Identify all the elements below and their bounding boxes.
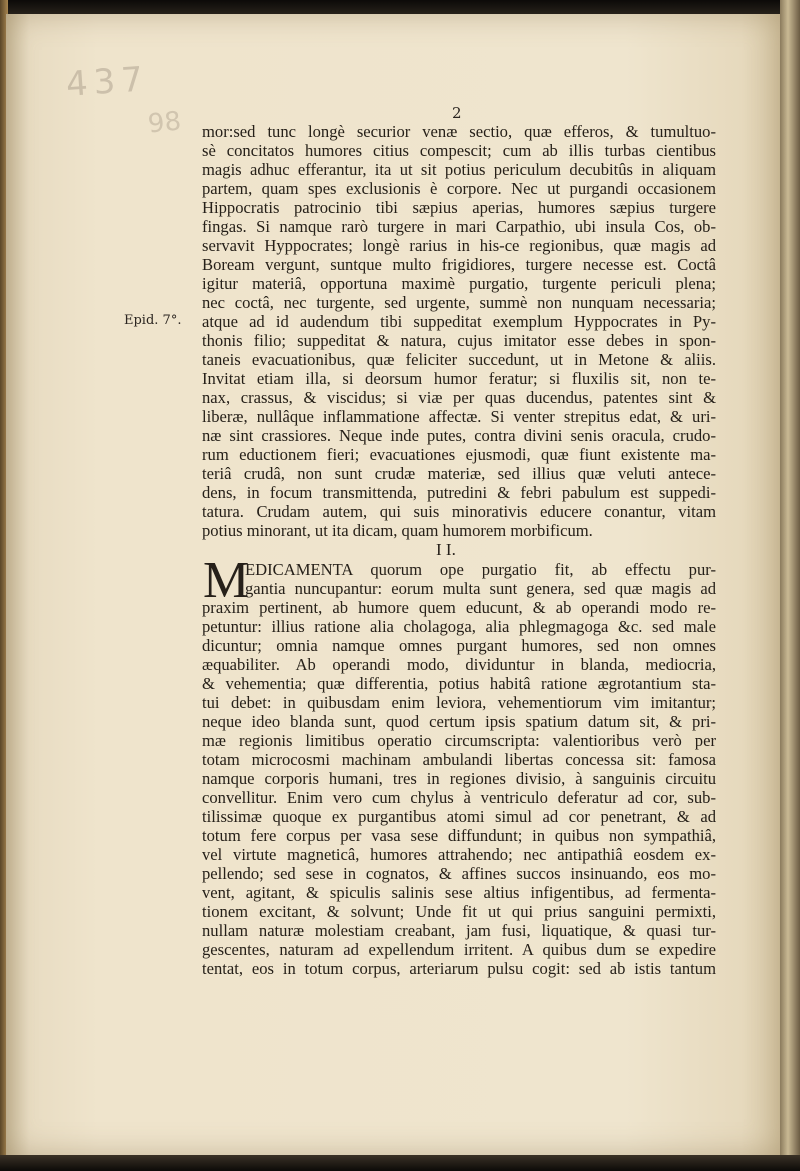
- text-line: sè concitatos humores citius compescit; cum ab illis turbas cientibus: [202, 141, 716, 160]
- text-line: fingas. Si namque rarò turgere in mari Carpathio, ubi insula Cos, ob-: [202, 217, 716, 236]
- text-line: totum fere corpus per vasa sese diffundunt; in quibus non sympathiâ,: [202, 826, 716, 845]
- text-line: tatura. Crudam autem, qui suis minorativis educere conantur, vitam: [202, 502, 716, 521]
- text-line: mor:sed tunc longè securior venæ sectio, quæ efferos, & tumultuo-: [202, 122, 716, 141]
- text-line: namque corporis humani, tres in regiones divisio, à sanguinis circuitu: [202, 769, 716, 788]
- book-edge-right: [780, 0, 800, 1171]
- text-line: vel virtute magneticâ, humores attrahendo; nec antipathiâ eosdem ex-: [202, 845, 716, 864]
- text-line: petuntur: illius ratione alia cholagoga, alia phlegmagoga &c. sed male: [202, 617, 716, 636]
- margin-note: Epid. 7°.: [124, 313, 182, 328]
- text-line: nec coctâ, nec turgente, sed urgente, summè non nunquam necessaria;: [202, 293, 716, 312]
- handwritten-page-number: 437: [64, 59, 151, 105]
- text-line: rum eductionem fieri; evacuationes ejusmodi, quæ fiunt existente ma-: [202, 445, 716, 464]
- text-line: tionem excitant, & solvunt; Unde fit ut qui prius sanguini permixti,: [202, 902, 716, 921]
- text-line: dens, in focum transmittenda, putredini & febri pabulum est suppedi-: [202, 483, 716, 502]
- text-line: Hippocratis patrocinio tibi sæpius aperias, humores sæpius turgere: [202, 198, 716, 217]
- text-line: gescentes, naturam ad expellendum irritent. A quibus dum se expedire: [202, 940, 716, 959]
- text-line: pellendo; sed sese in cognatos, & affines succos insinuando, eos mo-: [202, 864, 716, 883]
- text-line: Invitat etiam illa, si deorsum humor feratur; si fluxilis sit, non te-: [202, 369, 716, 388]
- paragraph-2-head: [245, 560, 716, 598]
- text-line: vent, agitant, & spiculis salinis sese altius infigentibus, ad fermenta-: [202, 883, 716, 902]
- text-line: neque ideo blanda sunt, quod certum ipsis spatium datum sit, & pri-: [202, 712, 716, 731]
- dropcap: M: [203, 552, 250, 609]
- paragraph-2: [202, 598, 716, 978]
- text-line: partem, quam spes exclusionis è corpore. Nec ut purgandi occasionem: [202, 179, 716, 198]
- text-line: atque ad id audendum tibi suppeditat exemplum Hyppocrates in Py-: [202, 312, 716, 331]
- text-line: praxim pertinent, ab humore quem educunt, & ab operandi modo re-: [202, 598, 716, 617]
- handwritten-mark: 98: [146, 106, 183, 140]
- text-line: nax, crassus, & viscidus; si viæ per quas ducendus, patentes sint &: [202, 388, 716, 407]
- text-line: taneis evacuationibus, quæ feliciter succedunt, ut in Metone & aliis.: [202, 350, 716, 369]
- text-line: igitur materiâ, opportuna maximè purgatio, turgente periculi plena;: [202, 274, 716, 293]
- text-line: nullam naturæ molestiam creabant, jam fusi, liquatique, & quasi tur-: [202, 921, 716, 940]
- text-line: & vehementia; quæ differentia, potius habitâ ratione ægrotantium sta-: [202, 674, 716, 693]
- text-line: totam microcosmi machinam ambulandi libertas concessa sit: famosa: [202, 750, 716, 769]
- text-line: thonis filio; suppeditat & natura, cujus imitator esse debes in spon-: [202, 331, 716, 350]
- page-number: 2: [452, 104, 462, 122]
- text-line: Boream vergunt, suntque multo frigidiores, turgere necesse est. Coctâ: [202, 255, 716, 274]
- text-line: gantia nuncupantur: eorum multa sunt genera, sed quæ magis ad: [245, 579, 716, 598]
- text-line: tui debet: in quibusdam enim leviora, vehementiorum vim imitantur;: [202, 693, 716, 712]
- text-line: næ sint crassiores. Neque inde putes, contra divini senis oracula, crudo-: [202, 426, 716, 445]
- text-line: tentat, eos in totum corpus, arteriarum pulsu cogit: sed ab istis tantum: [202, 959, 716, 978]
- text-line: tilissimæ quoque ex purgantibus atomi simul ad cor penetrant, & ad: [202, 807, 716, 826]
- paragraph-1: [202, 122, 716, 540]
- text-line: liberæ, nullâque inflammatione affectæ. Si venter strepitus edat, & uri-: [202, 407, 716, 426]
- section-number: I I.: [436, 540, 456, 559]
- text-line: magis adhuc efferantur, ita ut sit potius periculum decubitûs in aliquam: [202, 160, 716, 179]
- text-line: potius minorant, ut ita dicam, quam humorem morbificum.: [202, 521, 593, 540]
- text-line: EDICAMENTA quorum ope purgatio fit, ab effectu pur-: [245, 560, 716, 579]
- text-line: teriâ crudâ, non sunt crudæ materiæ, sed illius quæ veluti antece-: [202, 464, 716, 483]
- text-line: mæ regionis limitibus operatio circumscripta: valentioribus verò per: [202, 731, 716, 750]
- text-line: servavit Hyppocrates; longè rarius in his-ce regionibus, quæ magis ad: [202, 236, 716, 255]
- text-line: dicuntur; omnia namque omnes purgant humores, sed non omnes: [202, 636, 716, 655]
- text-line: convellitur. Enim vero cum chylus à ventriculo deferatur ad cor, sub-: [202, 788, 716, 807]
- text-line: æquabiliter. Ab operandi modo, dividuntur in blanda, mediocria,: [202, 655, 716, 674]
- book-edge-bottom: [0, 1155, 800, 1171]
